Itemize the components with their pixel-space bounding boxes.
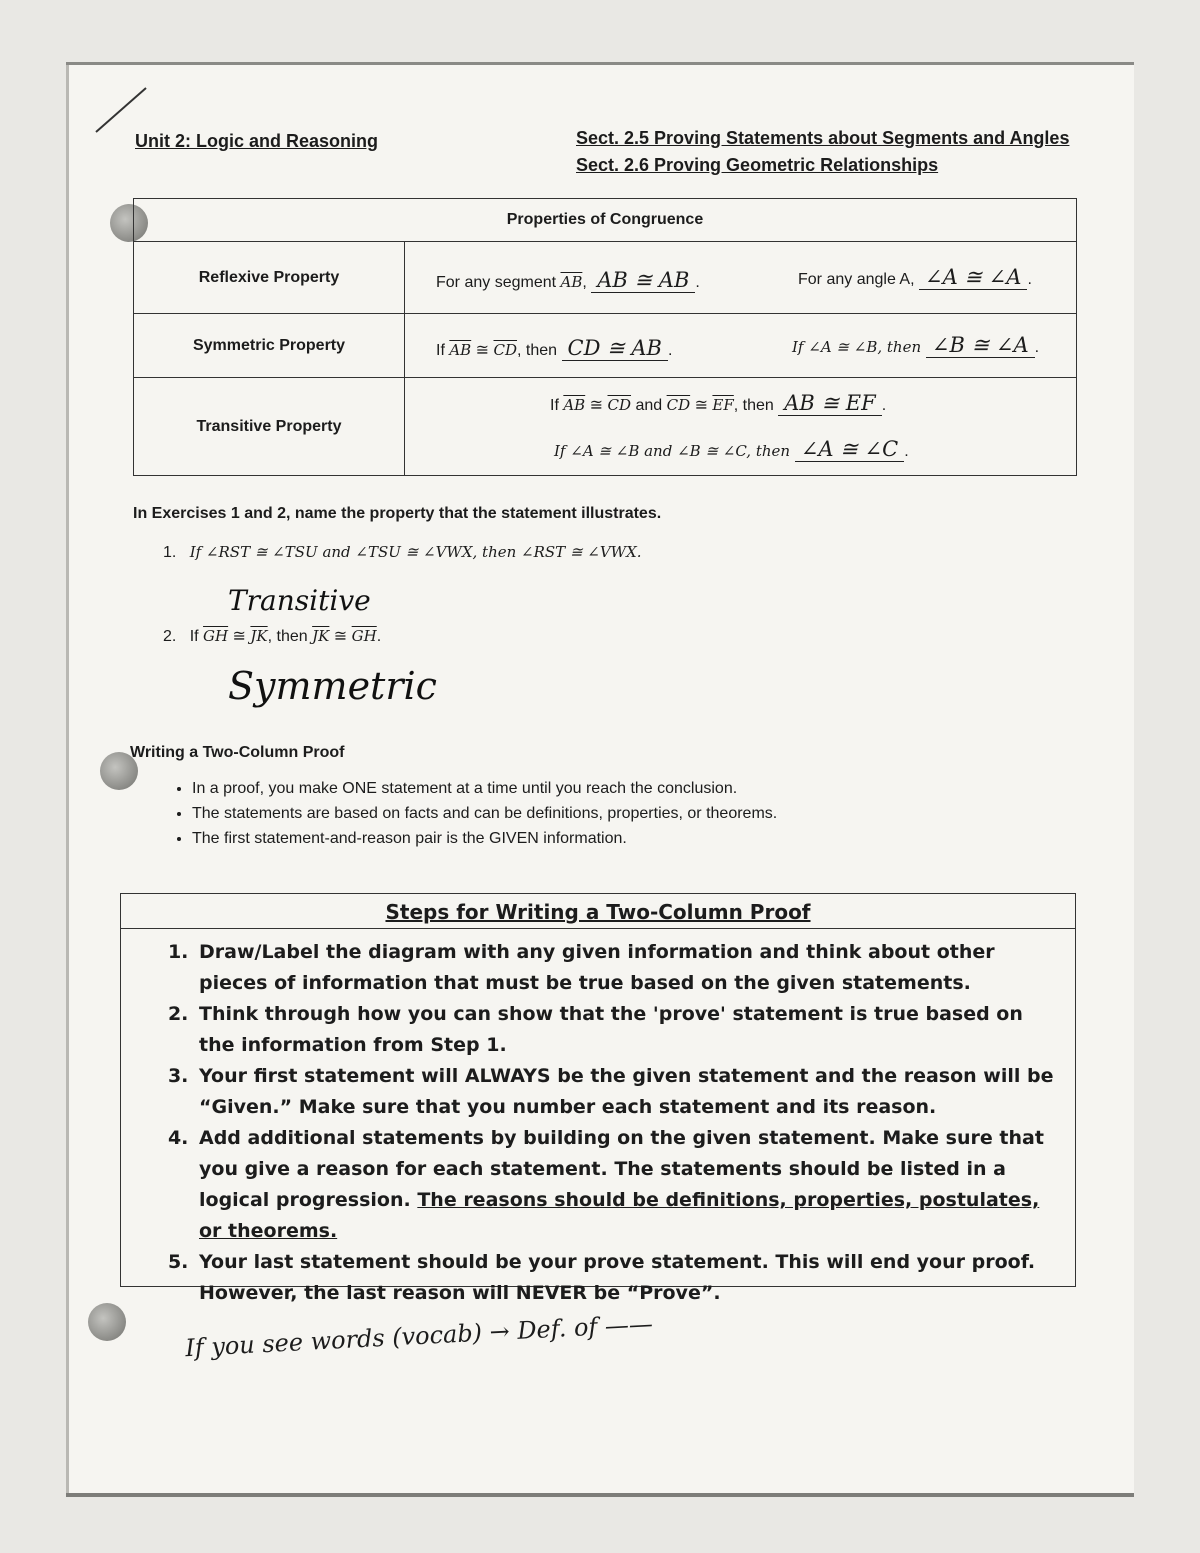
reflexive-segment-answer: AB ≅ AB — [591, 268, 695, 293]
handwritten-note: If you see words (vocab) → Def. of —— — [184, 1309, 654, 1363]
bullet-item: • The first statement-and-reason pair is the GIVEN information. — [192, 830, 777, 848]
symmetric-angle-statement: If ∠A ≅ ∠B, then ∠B ≅ ∠A . — [792, 332, 1040, 357]
table-title: Properties of Congruence — [134, 199, 1077, 242]
two-column-bullets — [150, 780, 777, 855]
bullet-item: • In a proof, you make ONE statement at a time until you reach the conclusion. — [192, 780, 777, 798]
reflexive-cell — [405, 242, 1077, 314]
step-item: 5. Your last statement should be your prove statement. This will end your proof. However, the last reason will NEVER be “Prove”. — [195, 1247, 1061, 1309]
step-item: 2. Think through how you can show that the 'prove' statement is true based on the information from Step 1. — [195, 999, 1061, 1061]
exercise-2-answer: Symmetric — [228, 664, 437, 708]
reflexive-angle-statement: For any angle A, ∠A ≅ ∠A . — [798, 264, 1032, 289]
reflexive-label: Reflexive Property — [134, 242, 405, 314]
symmetric-segment-answer: CD ≅ AB — [562, 336, 668, 361]
section-2-6-title: Sect. 2.6 Proving Geometric Relationships — [576, 155, 939, 175]
exercise-1: 1. If ∠RST ≅ ∠TSU and ∠TSU ≅ ∠VWX, then ∠RST ≅ ∠VWX. — [163, 543, 642, 561]
reflexive-segment-statement: For any segment $\overline{AB}$, AB ≅ AB . — [436, 267, 700, 292]
exercises-instruction: In Exercises 1 and 2, name the property that the statement illustrates. — [133, 505, 662, 522]
step-item: 1. Draw/Label the diagram with any given information and think about other pieces of information that must be true based on the given statements. — [195, 937, 1061, 999]
bullet-item: • The statements are based on facts and can be definitions, properties, or theorems. — [192, 805, 777, 823]
reflexive-angle-answer: ∠A ≅ ∠A — [919, 265, 1027, 290]
step-item: 3. Your first statement will ALWAYS be the given statement and the reason will be “Given.” Make sure that you number each statement and its reason. — [195, 1061, 1061, 1123]
symmetric-angle-answer: ∠B ≅ ∠A — [926, 333, 1035, 358]
transitive-angle-statement: If ∠A ≅ ∠B and ∠B ≅ ∠C, then ∠A ≅ ∠C . — [554, 436, 909, 461]
symmetric-label: Symmetric Property — [134, 314, 405, 378]
steps-title: Steps for Writing a Two-Column Proof — [121, 894, 1075, 929]
transitive-label: Transitive Property — [134, 378, 405, 476]
transitive-angle-answer: ∠A ≅ ∠C — [795, 437, 904, 462]
steps-box — [120, 893, 1076, 1304]
exercise-1-answer: Transitive — [228, 584, 371, 617]
steps-list — [195, 937, 1061, 1309]
unit-title: Unit 2: Logic and Reasoning — [135, 131, 379, 151]
congruence-properties-table — [133, 198, 1077, 476]
pen-stroke — [92, 84, 152, 136]
step-4-underlined: The reasons should be definitions, properties, postulates, or theorems. — [199, 1189, 1040, 1242]
section-2-5-title: Sect. 2.5 Proving Statements about Segments and Angles — [576, 128, 1070, 148]
transitive-segment-statement: If $\overline{AB}$ ≅ $\overline{CD}$ and $\overline{CD}$ ≅ $\overline{EF}$, then AB ≅ EF . — [550, 390, 887, 415]
transitive-segment-answer: AB ≅ EF — [778, 391, 881, 416]
two-column-heading: Writing a Two-Column Proof — [130, 744, 345, 761]
punch-hole-bottom — [88, 1303, 126, 1341]
step-item: 4. Add additional statements by building on the given statement. Make sure that you give a reason for each statement. The statements should be listed in a logical progression. The reasons should be definitions, properties, postulates, or theorems. — [195, 1123, 1061, 1247]
exercise-2: 2. If $\overline{GH}$ ≅ $\overline{JK}$, then $\overline{JK}$ ≅ $\overline{GH}$. — [163, 627, 382, 645]
symmetric-segment-statement: If $\overline{AB}$ ≅ $\overline{CD}$, then CD ≅ AB . — [436, 335, 673, 360]
symmetric-cell — [405, 314, 1077, 378]
transitive-cell — [405, 378, 1077, 476]
